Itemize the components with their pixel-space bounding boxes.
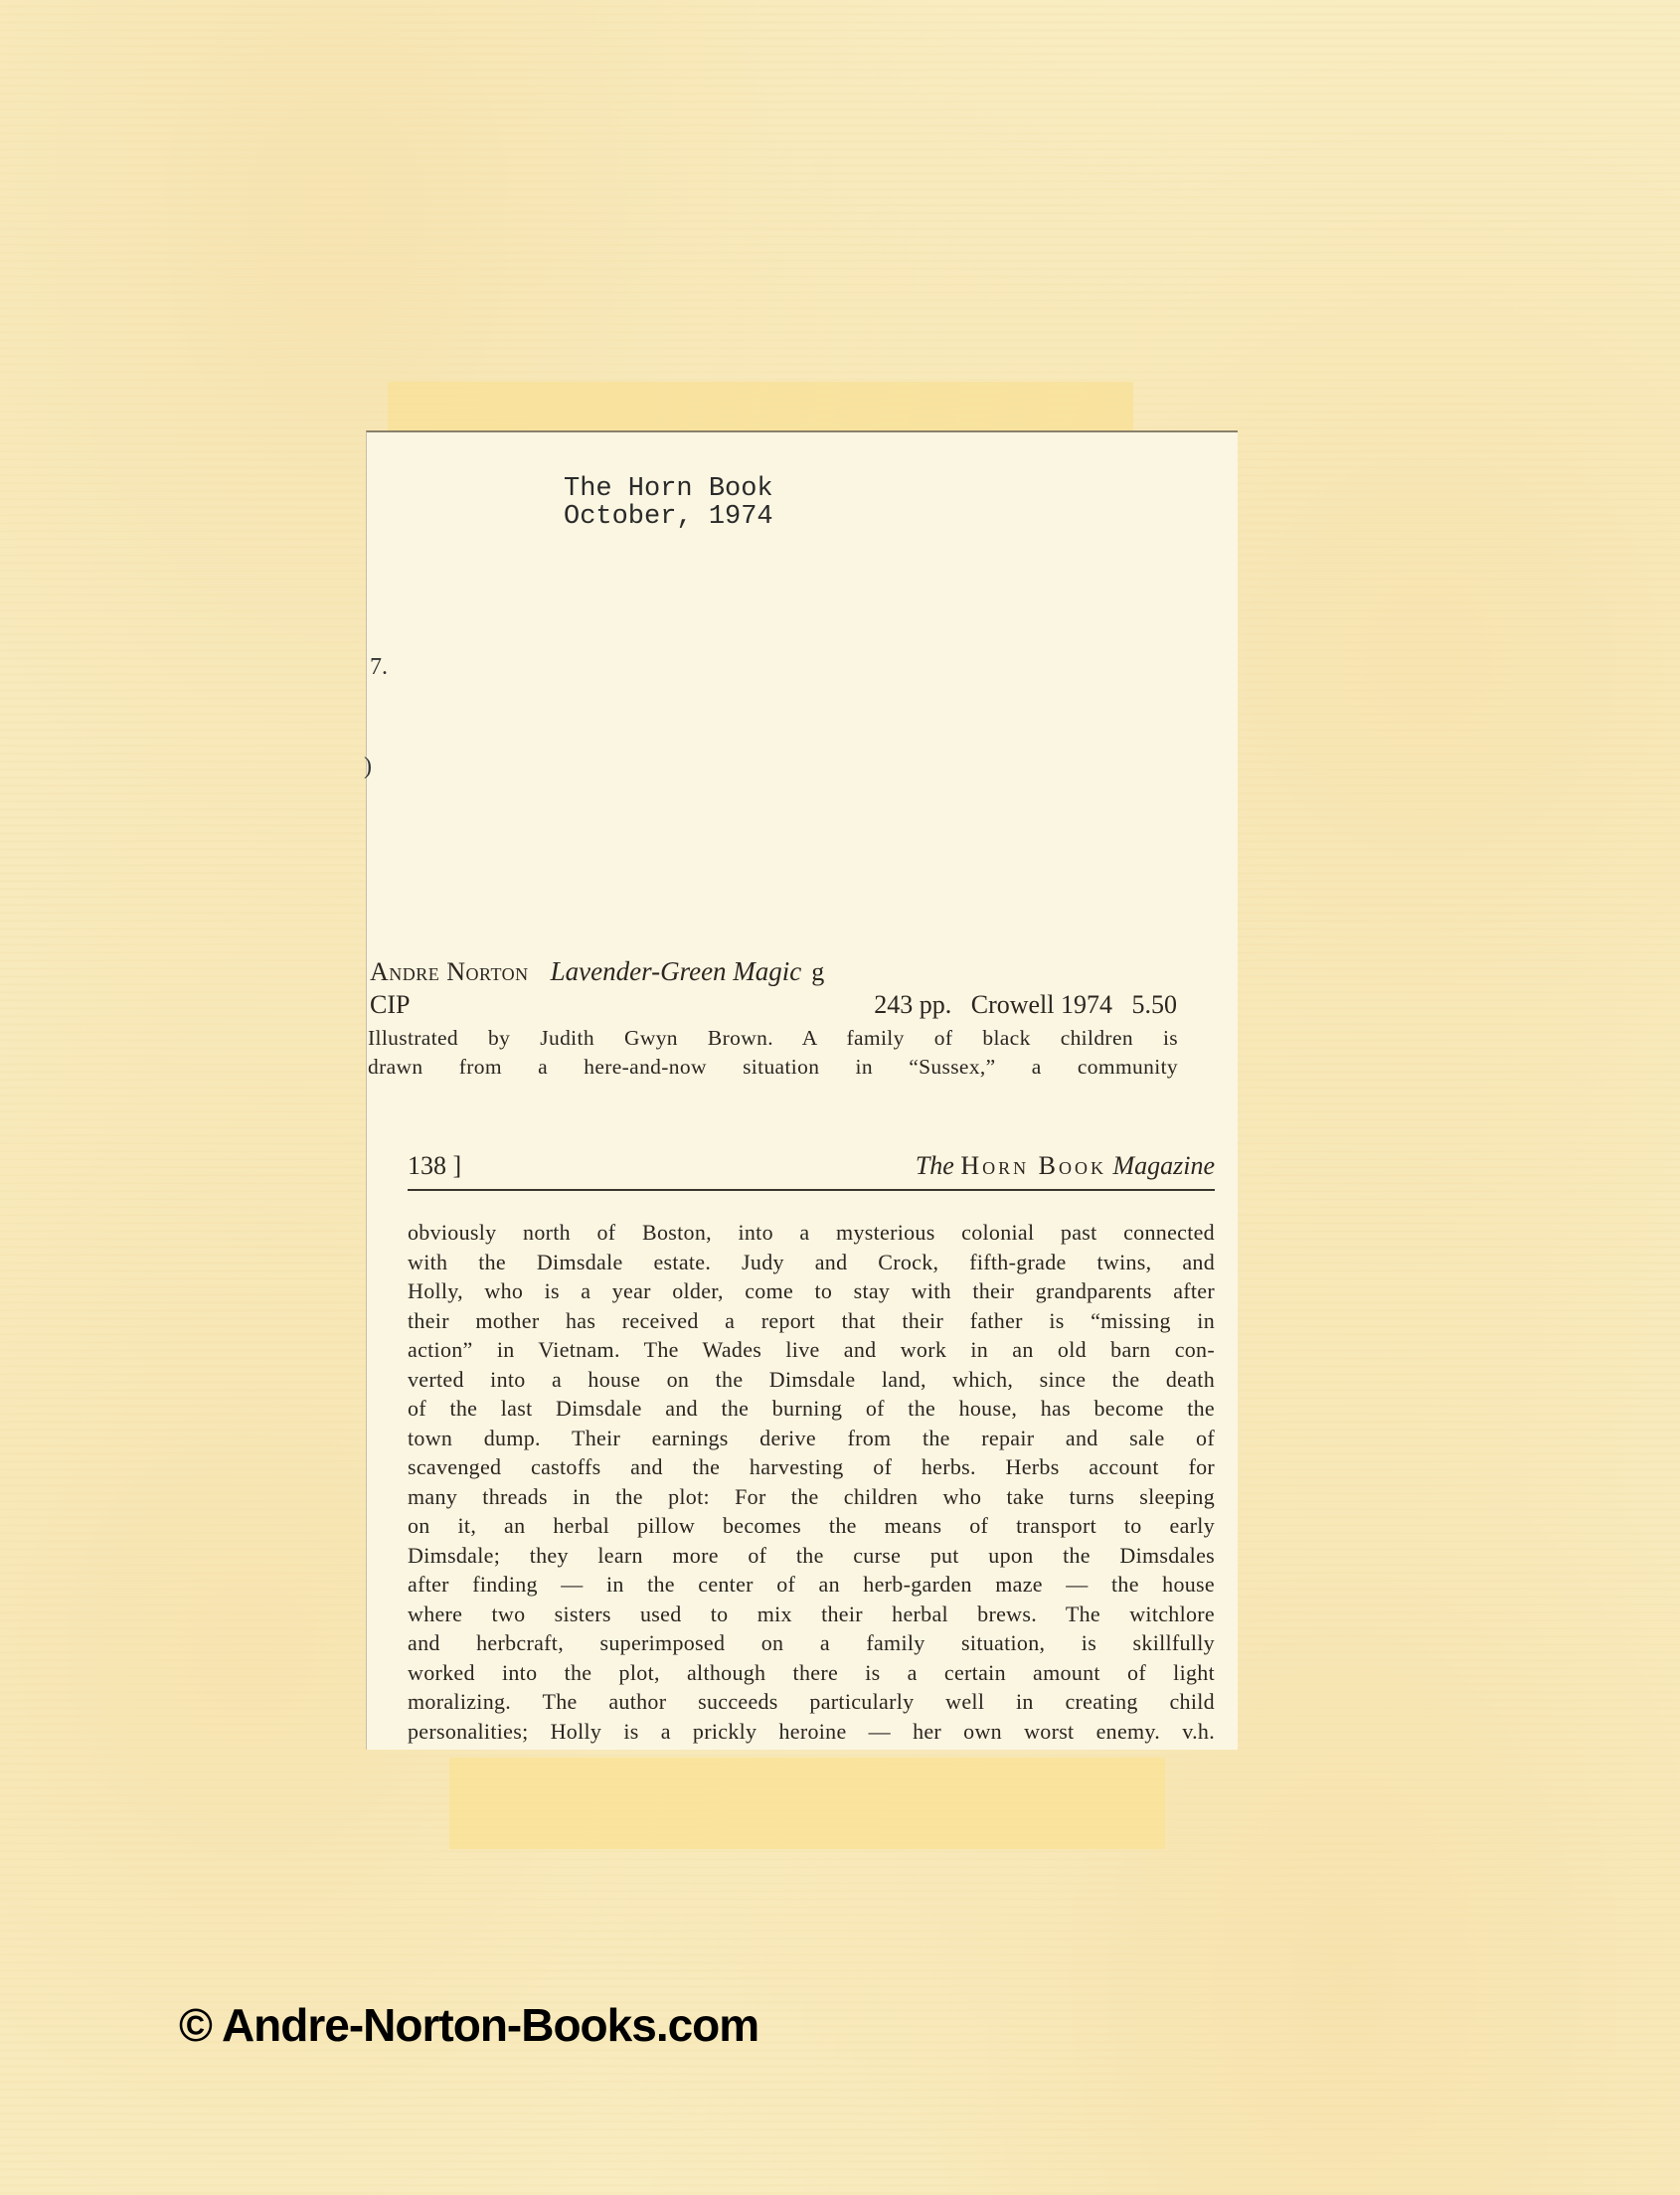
typed-source-note: [564, 475, 773, 531]
typed-source-title: The Horn Book: [564, 474, 773, 504]
review-line: personalities; Holly is a prickly heroine — her own worst enemy. v.h.: [408, 1718, 1215, 1744]
magazine-name: [916, 1151, 1215, 1181]
magazine-name-horn-book: Horn Book: [960, 1151, 1106, 1180]
typed-source-date: October, 1974: [564, 502, 773, 532]
review-line: with the Dimsdale estate. Judy and Crock, fifth-grade twins, and: [408, 1249, 1215, 1274]
review-line: worked into the plot, although there is a certain amount of light: [408, 1659, 1215, 1685]
review-line: moralizing. The author succeeds particularly well in creating child: [408, 1689, 1215, 1714]
copyright-watermark: © Andre-Norton-Books.com: [179, 1999, 759, 2051]
review-line: on it, an herbal pillow becomes the means of transport to early: [408, 1513, 1215, 1538]
cip-label: CIP: [370, 990, 411, 1019]
review-line: scavenged castoffs and the harvesting of herbs. Herbs account for: [408, 1454, 1215, 1479]
review-line: Holly, who is a year older, come to stay with their grandparents after: [408, 1278, 1215, 1303]
review-line: action” in Vietnam. The Wades live and work in an old barn con-: [408, 1337, 1215, 1362]
book-title: Lavender-Green Magic: [550, 956, 802, 986]
review-line: after finding — in the center of an herb-garden maze — the house: [408, 1572, 1215, 1597]
stray-mark-1: 7.: [370, 654, 388, 680]
publication-info: [874, 990, 1177, 1020]
review-line: town dump. Their earnings derive from the repair and sale of: [408, 1425, 1215, 1450]
review-line: where two sisters used to mix their herbal brews. The witchlore: [408, 1601, 1215, 1626]
review-line: and herbcraft, superimposed on a family situation, is skillfully: [408, 1630, 1215, 1655]
review-line: of the last Dimsdale and the burning of the house, has become the: [408, 1396, 1215, 1421]
review-line: many threads in the plot: For the children who take turns sleeping: [408, 1483, 1215, 1509]
page-count: 243 pp.: [874, 990, 952, 1019]
tape-strip-bottom: [449, 1758, 1165, 1849]
price: 5.50: [1131, 990, 1177, 1019]
snippet-line: Illustrated by Judith Gwyn Brown. A family of black children is: [368, 1026, 1178, 1050]
review-entry-header: [370, 956, 824, 987]
page-number: 138 ]: [408, 1151, 462, 1180]
review-body: [408, 1218, 1215, 1746]
publisher-year: Crowell 1974: [970, 990, 1112, 1019]
grade-mark: g: [811, 957, 825, 986]
review-line: Dimsdale; they learn more of the curse put upon the Dimsdales: [408, 1542, 1215, 1568]
review-line: their mother has received a report that their father is “missing in: [408, 1307, 1215, 1333]
review-author: Andre Norton: [370, 957, 529, 986]
running-head: [408, 1147, 1215, 1191]
review-line: verted into a house on the Dimsdale land, which, since the death: [408, 1366, 1215, 1392]
stray-mark-2: ): [364, 754, 372, 779]
snippet-line: drawn from a here-and-now situation in “Sussex,” a community: [368, 1055, 1178, 1079]
review-line: obviously north of Boston, into a mysterious colonial past connected: [408, 1220, 1215, 1245]
magazine-name-the: The: [915, 1151, 954, 1180]
magazine-name-suffix: Magazine: [1112, 1151, 1215, 1180]
review-snippet: [368, 1024, 1178, 1082]
